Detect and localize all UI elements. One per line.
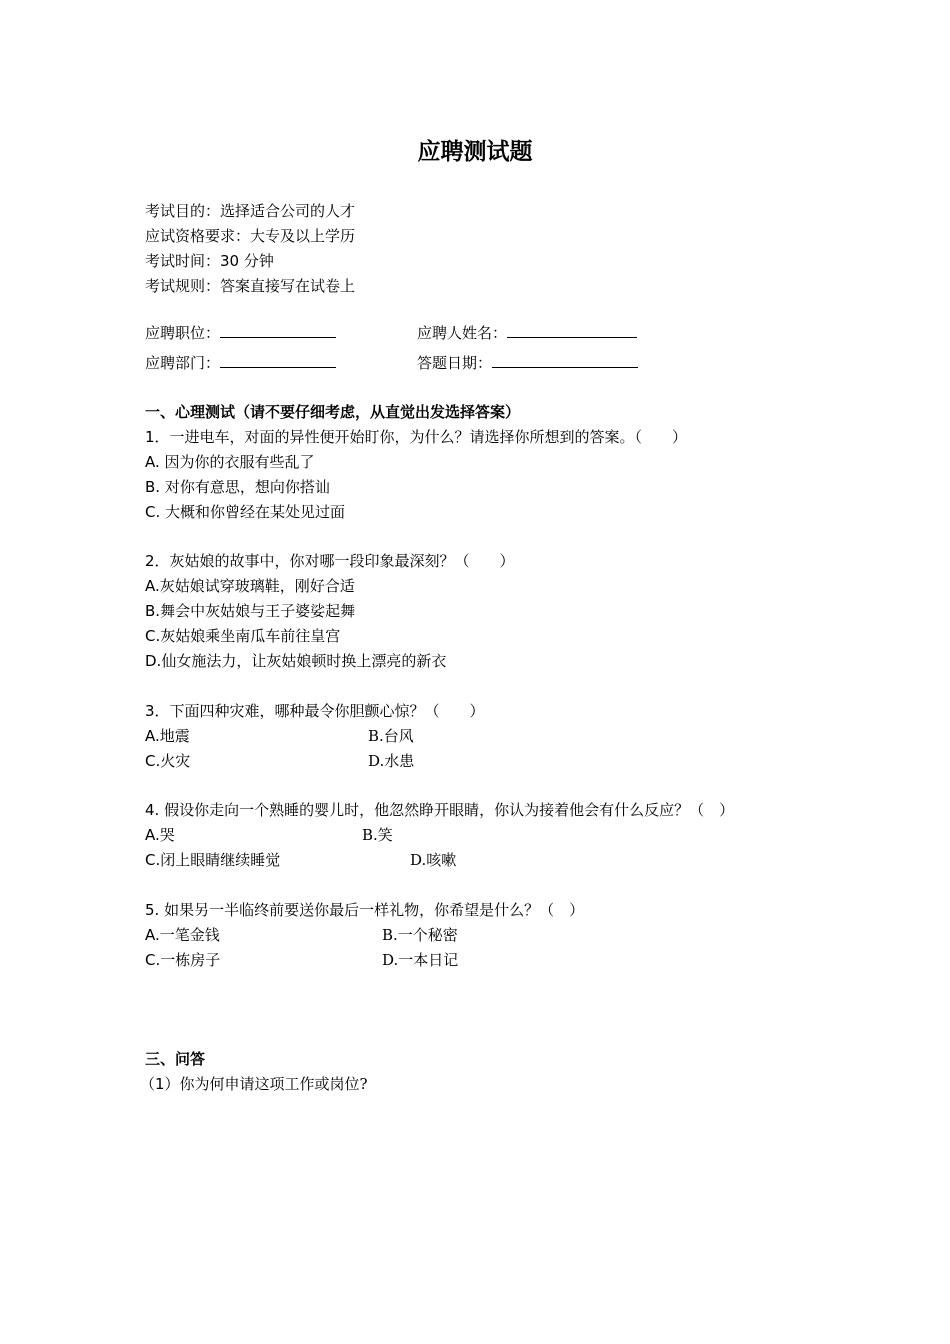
position-blank[interactable]	[220, 323, 336, 338]
exam-time-unit: 分钟	[239, 252, 274, 270]
name-field	[417, 323, 637, 343]
option-5c: C.一栋房子	[145, 951, 221, 969]
option-4c: C.闭上眼睛继续睡觉	[145, 851, 281, 869]
option-2c: C.灰姑娘乘坐南瓜车前往皇宫	[145, 627, 341, 645]
question-4: 4. 假设你走向一个熟睡的婴儿时，他忽然睁开眼睛，你认为接着他会有什么反应？（ ）	[145, 801, 735, 819]
question-3: 3．下面四种灾难，哪种最令你胆颤心惊？（ ）	[145, 702, 485, 720]
essay-question-1: （1）你为何申请这项工作或岗位?	[140, 1075, 368, 1093]
option-5b: B.一个秘密	[382, 926, 458, 944]
option-4b: B.笑	[362, 826, 393, 844]
exam-time-value: 30	[220, 252, 240, 270]
option-1a: A. 因为你的衣服有些乱了	[145, 453, 315, 471]
name-blank[interactable]	[507, 323, 637, 338]
exam-purpose: 考试目的：选择适合公司的人才	[145, 202, 356, 220]
document-title: 应聘测试题	[417, 139, 533, 165]
option-3d: D.水患	[368, 752, 415, 770]
date-field	[417, 353, 638, 373]
option-2d: D.仙女施法力，让灰姑娘顿时换上漂亮的新衣	[145, 652, 447, 670]
question-number: 1	[145, 428, 155, 446]
exam-qualification: 应试资格要求：大专及以上学历	[145, 227, 356, 245]
option-5a: A.一笔金钱	[145, 926, 220, 944]
option-5d: D.一本日记	[382, 951, 459, 969]
position-field	[145, 323, 336, 343]
name-label: 应聘人姓名：	[417, 324, 508, 342]
option-2b: B.舞会中灰姑娘与王子婆娑起舞	[145, 602, 356, 620]
section1-heading: 一、心理测试（请不要仔细考虑，从直觉出发选择答案）	[145, 403, 521, 421]
option-2a: A.灰姑娘试穿玻璃鞋，刚好合适	[145, 577, 355, 595]
option-4a: A.哭	[145, 826, 175, 844]
position-label: 应聘职位：	[145, 324, 221, 342]
department-blank[interactable]	[220, 353, 336, 368]
exam-time-label: 考试时间：	[145, 252, 221, 270]
department-field	[145, 353, 336, 373]
exam-time	[145, 251, 274, 271]
department-label: 应聘部门：	[145, 354, 221, 372]
question-text: ．一进电车，对面的异性便开始盯你，为什么？请选择你所想到的答案。（ ）	[154, 428, 688, 446]
section3-heading: 三、问答	[145, 1050, 206, 1068]
date-label: 答题日期：	[417, 354, 493, 372]
option-1c: C. 大概和你曾经在某处见过面	[145, 503, 346, 521]
question-5: 5. 如果另一半临终前要送你最后一样礼物，你希望是什么？（ ）	[145, 901, 585, 919]
option-3b: B.台风	[368, 727, 414, 745]
option-1b: B. 对你有意思，想向你搭讪	[145, 478, 330, 496]
option-4d: D.咳嗽	[410, 851, 457, 869]
date-blank[interactable]	[492, 353, 638, 368]
option-3c: C.火灾	[145, 752, 191, 770]
question-2: 2．灰姑娘的故事中，你对哪一段印象最深刻？（ ）	[145, 552, 515, 570]
question-1	[145, 427, 687, 447]
option-3a: A.地震	[145, 727, 190, 745]
exam-rules: 考试规则：答案直接写在试卷上	[145, 277, 356, 295]
